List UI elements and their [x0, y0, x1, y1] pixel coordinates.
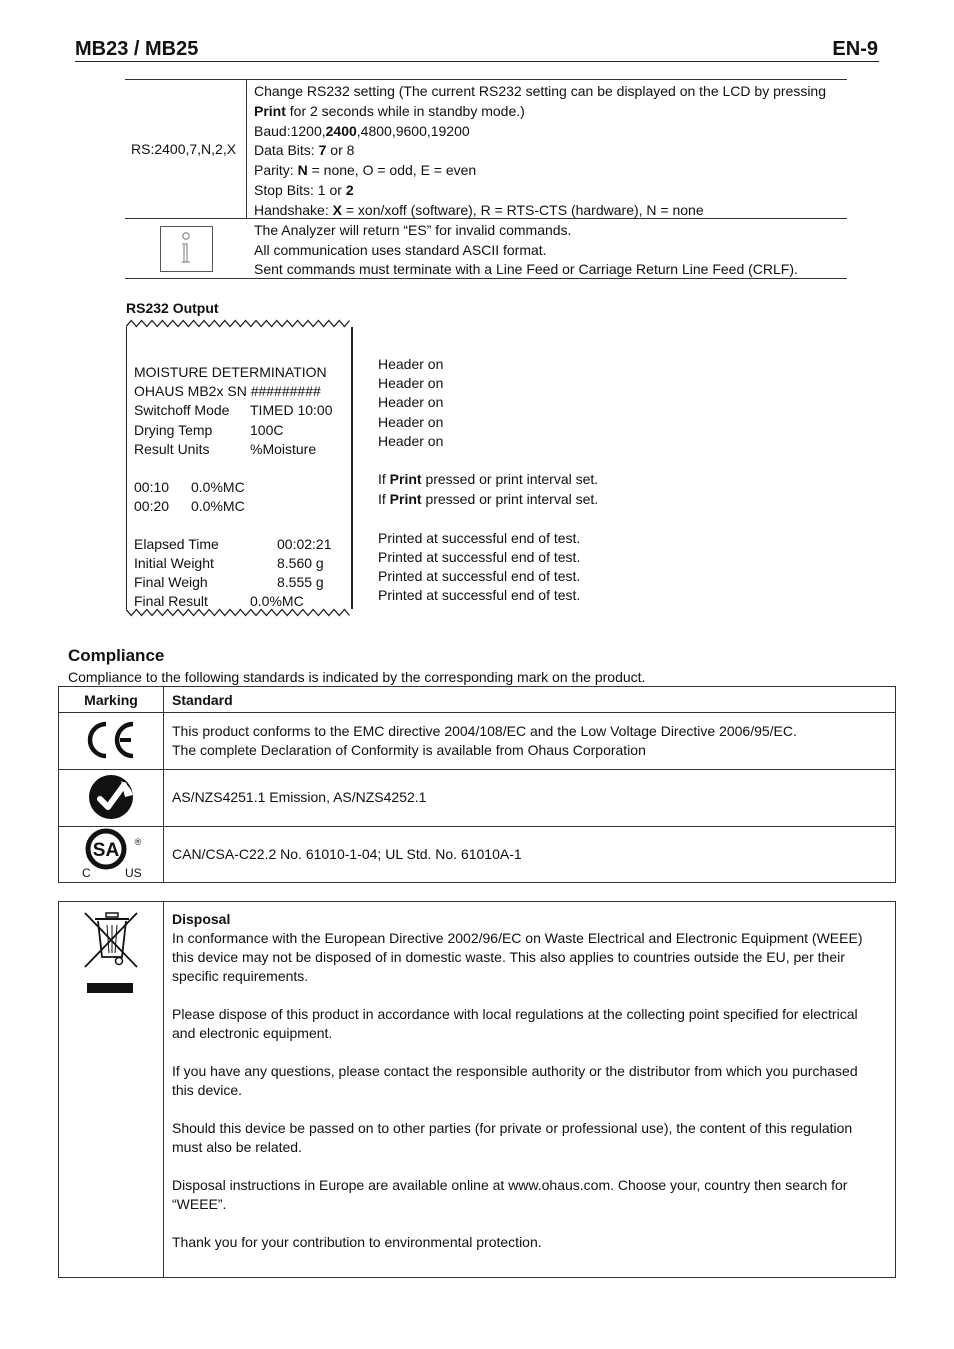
compliance-row	[59, 827, 896, 883]
printout-line-value: 100C	[250, 422, 284, 438]
disposal-paragraph: Please dispose of this product in accordance with local regulations at the collecting point specified for electrical and electronic equipment.	[172, 1006, 858, 1041]
compliance-table	[58, 686, 896, 883]
marking-cell	[59, 770, 164, 827]
disposal-paragraph: Disposal instructions in Europe are available online at www.ohaus.com. Choose your, country then search for “WEEE”.	[172, 1177, 848, 1212]
printout-line-value: %Moisture	[250, 441, 317, 457]
disposal-paragraph: Should this device be passed on to other parties (for private or professional use), the content of this regulation must also be related.	[172, 1120, 853, 1155]
parity-line: Parity: N = none, O = odd, E = even	[254, 162, 477, 179]
column-header-standard: Standard	[164, 687, 896, 713]
info-cell	[125, 219, 247, 278]
compliance-row	[59, 713, 896, 770]
printout-line: MOISTURE DETERMINATION	[134, 364, 327, 380]
printout-line-value: 8.560 g	[277, 555, 324, 571]
print-key-label: Print	[254, 102, 286, 119]
registered-mark: ®	[134, 837, 142, 847]
disposal-icon-cell	[59, 902, 164, 1277]
disposal-box	[58, 901, 896, 1278]
rs232-desc-line: Print for 2 seconds while in standby mode.)	[254, 102, 525, 119]
standard-cell	[164, 770, 896, 827]
c-tick-mark-icon	[87, 773, 135, 821]
rs232-setting-table	[125, 79, 847, 279]
annotation-header-on: Header on	[378, 356, 444, 372]
annotation-end-of-test: Printed at successful end of test.	[378, 568, 581, 584]
baud-line: Baud:1200,2400,4800,9600,19200	[254, 122, 470, 139]
annotation-header-on: Header on	[378, 375, 444, 391]
printout-line-value: 00:02:21	[277, 536, 332, 552]
compliance-header-row	[59, 687, 896, 713]
document-title: MB23 / MB25	[75, 38, 199, 60]
header-rule	[75, 61, 879, 62]
rs232-setting-description	[247, 80, 847, 218]
marking-cell	[59, 713, 164, 770]
printout-line-label: Elapsed Time	[134, 536, 219, 552]
rs232-desc-line: Change RS232 setting (The current RS232 setting can be displayed on the LCD by pressing	[254, 83, 827, 99]
standard-cell	[164, 827, 896, 883]
annotation-end-of-test: Printed at successful end of test.	[378, 530, 581, 546]
printout-body	[126, 327, 353, 609]
printout-paper	[126, 319, 354, 617]
compliance-intro: Compliance to the following standards is indicated by the corresponding mark on the product.	[68, 669, 646, 685]
compliance-row	[59, 770, 896, 827]
printout-line-value: 8.555 g	[277, 574, 324, 590]
printout-line-label: Drying Temp	[134, 422, 213, 438]
standard-text: The complete Declaration of Conformity is available from Ohaus Corporation	[172, 742, 646, 758]
printout-line-label: Switchoff Mode	[134, 402, 230, 418]
standard-text: AS/NZS4251.1 Emission, AS/NZS4252.1	[172, 789, 427, 806]
csa-mark-icon	[76, 827, 146, 879]
page-number: EN-9	[832, 38, 878, 60]
rs232-setting-row	[125, 79, 847, 219]
ce-mark-icon	[84, 720, 138, 760]
printout-line-value: TIMED 10:00	[250, 402, 333, 418]
data-bits-line: Data Bits: 7 or 8	[254, 142, 355, 159]
standard-text: This product conforms to the EMC directive 2004/108/EC and the Low Voltage Directive 2006/95/EC.	[172, 722, 797, 739]
rs232-setting-label: RS:2400,7,N,2,X	[125, 80, 247, 218]
rs232-note-row	[125, 219, 847, 279]
paper-tear-bottom	[126, 608, 354, 617]
standard-text: CAN/CSA-C22.2 No. 61010-1-04; UL Std. No. 61010A-1	[172, 845, 522, 862]
svg-text:SA: SA	[92, 840, 120, 861]
printout-line-label: Initial Weight	[134, 555, 214, 571]
disposal-title: Disposal	[172, 911, 231, 927]
stop-bits-line: Stop Bits: 1 or 2	[254, 181, 354, 198]
standard-cell	[164, 713, 896, 770]
annotation-end-of-test: Printed at successful end of test.	[378, 549, 581, 565]
annotation-header-on: Header on	[378, 433, 444, 449]
printout-line-value: 0.0%MC	[250, 593, 304, 609]
printout-line-value: 0.0%MC	[191, 479, 245, 495]
disposal-text	[172, 910, 882, 1271]
marking-cell	[59, 827, 164, 883]
annotation-header-on: Header on	[378, 394, 444, 410]
annotation-print-interval: If Print pressed or print interval set.	[378, 491, 599, 507]
printout-line-value: 0.0%MC	[191, 498, 245, 514]
disposal-paragraph: In conformance with the European Directive 2002/96/EC on Waste Electrical and Electronic Equipment (WEEE) this device may not be disposed of in domestic waste. This also applies to countries outside the EU, per their specific requirements.	[172, 930, 863, 984]
note-line: The Analyzer will return “ES” for invalid commands.	[254, 222, 572, 238]
disposal-paragraph: Thank you for your contribution to environmental protection.	[172, 1234, 542, 1250]
printout-line-label: Result Units	[134, 441, 210, 457]
info-icon	[160, 226, 213, 272]
csa-us-label: US	[125, 866, 142, 879]
note-line: Sent commands must terminate with a Line Feed or Carriage Return Line Feed (CRLF).	[254, 261, 798, 277]
rs232-note-text	[247, 219, 847, 278]
compliance-heading: Compliance	[68, 646, 165, 665]
printout-line-label: 00:20	[134, 498, 170, 514]
annotation-end-of-test: Printed at successful end of test.	[378, 587, 581, 603]
weee-crossed-bin-icon	[83, 911, 141, 995]
printout-line: OHAUS MB2x SN #########	[134, 383, 321, 399]
printout-line-label: 00:10	[134, 479, 170, 495]
annotation-print-interval: If Print pressed or print interval set.	[378, 471, 599, 487]
disposal-paragraph: If you have any questions, please contact the responsible authority or the distributor from which you purchased this device.	[172, 1063, 858, 1098]
rs232-output-title: RS232 Output	[126, 300, 219, 316]
printout-line-label: Final Weigh	[134, 574, 208, 590]
csa-c-label: C	[82, 866, 91, 879]
annotation-header-on: Header on	[378, 414, 444, 430]
handshake-line: Handshake: X = xon/xoff (software), R = RTS-CTS (hardware), N = none	[254, 201, 704, 218]
printout-line-label: Final Result	[134, 593, 208, 609]
note-line: All communication uses standard ASCII format.	[254, 241, 547, 258]
column-header-marking: Marking	[59, 687, 164, 713]
